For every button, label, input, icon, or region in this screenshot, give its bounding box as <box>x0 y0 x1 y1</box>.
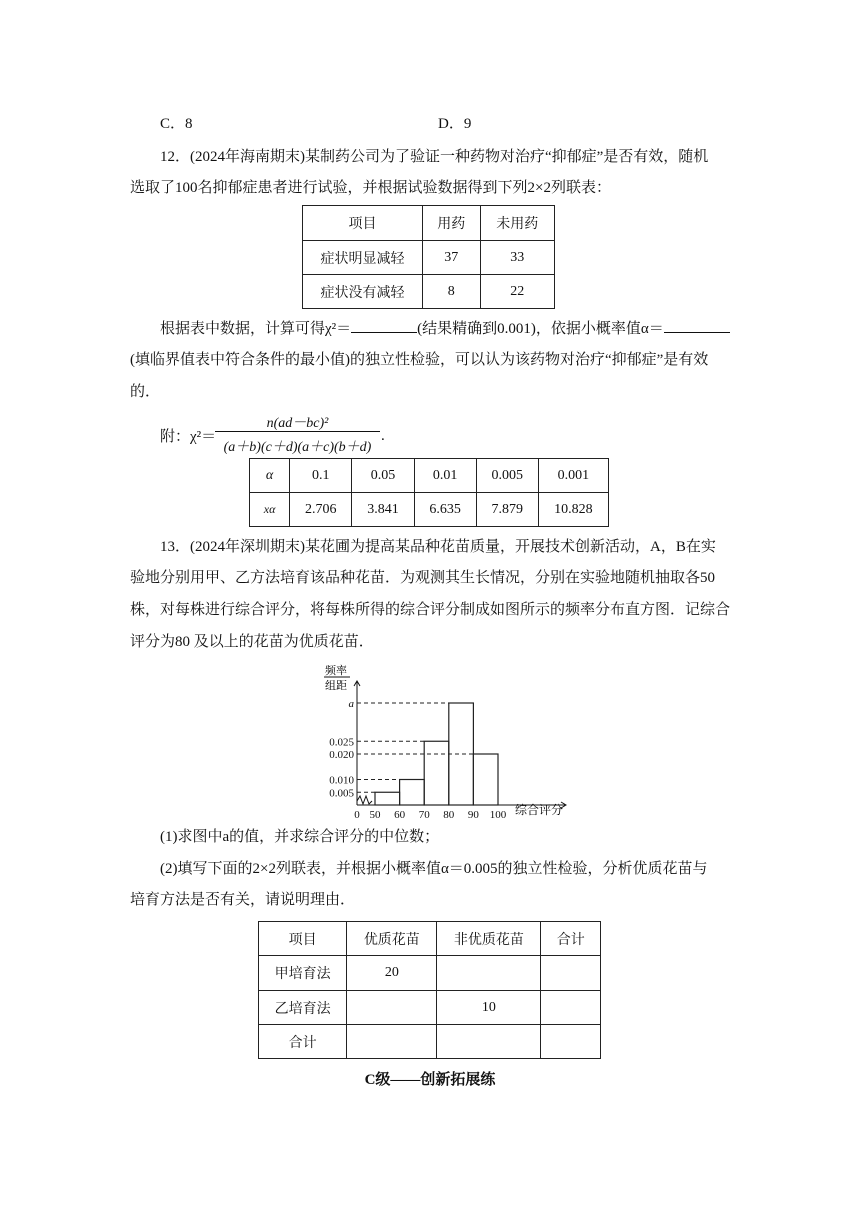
fraction-bar <box>215 431 380 432</box>
table-header: 非优质花苗 <box>437 922 541 956</box>
formula-prefix: 附：χ²＝ <box>160 429 217 445</box>
table-header: 未用药 <box>480 206 554 241</box>
q12-line5: 的． <box>130 384 161 400</box>
axis-break-icon <box>357 796 372 804</box>
q13-sub2-line1: (2)填写下面的2×2列联表，并根据小概率值α＝0.005的独立性检验，分析优质花苗与 <box>160 861 708 877</box>
q13-line1: 13．(2024年深圳期末)某花圃为提高某品种花苗质量，开展技术创新活动，A，B在实 <box>160 539 716 555</box>
y-tick-label: 0.025 <box>329 736 354 749</box>
x-tick-label: 90 <box>467 809 479 820</box>
x-tick-label: 70 <box>418 809 430 820</box>
histogram-bar <box>473 754 498 805</box>
option-c: C．8 <box>160 116 193 132</box>
table-cell: 33 <box>480 241 554 275</box>
x-tick-label: 100 <box>489 809 507 820</box>
section-footer: C级——创新拓展练 <box>364 1072 496 1088</box>
table-cell <box>541 991 601 1025</box>
y-tick-label: 0.020 <box>329 749 354 761</box>
table-header: 项目 <box>259 922 347 956</box>
option-d: D．9 <box>438 116 472 132</box>
q13-line3: 株，对每株进行综合评分，将每株所得的综合评分制成如图所示的频率分布直方图．记综合 <box>130 602 731 618</box>
ylabel-bottom: 组距 <box>325 680 347 692</box>
q12-line2: 选取了100名抑郁症患者进行试验，并根据试验数据得到下列2×2列联表： <box>130 180 611 196</box>
crit-cell: 6.635 <box>414 493 476 527</box>
crit-cell: 0.01 <box>414 459 476 493</box>
answer-blank <box>351 318 417 333</box>
formula-numerator <box>215 412 380 432</box>
table-cell <box>541 1025 601 1059</box>
table-header: 合计 <box>541 922 601 956</box>
x-tick-label: 0 <box>354 809 360 820</box>
q13-sub2-line2: 培育方法是否有关，请说明理由． <box>130 892 356 908</box>
formula-numerator-text: n(ad－bc)² <box>266 416 329 431</box>
histogram-bar <box>375 792 400 805</box>
histogram-bar <box>424 741 449 805</box>
q12-line3 <box>160 318 730 339</box>
formula-end: . <box>381 428 385 444</box>
x-tick-label: 60 <box>394 809 406 820</box>
table-header: 优质花苗 <box>347 922 437 956</box>
crit-cell: 7.879 <box>476 493 538 527</box>
q12-line1: 12．(2024年海南期末)某制药公司为了验证一种药物对治疗“抑郁症”是否有效，随机 <box>160 149 709 165</box>
formula-denominator-text: (a＋b)(c＋d)(a＋c)(b＋d) <box>223 440 372 455</box>
crit-cell: 3.841 <box>352 493 414 527</box>
critical-value-table <box>249 458 609 527</box>
q12-line3-part-a: 根据表中数据，计算可得χ²＝ <box>160 321 352 337</box>
crit-cell: 2.706 <box>290 493 352 527</box>
crit-cell: α <box>250 459 290 493</box>
y-tick-label: 0.005 <box>329 787 354 800</box>
q13-line4: 评分为80 及以上的花苗为优质花苗． <box>130 634 374 650</box>
histogram-bar <box>400 780 425 806</box>
table-cell: 37 <box>422 241 480 275</box>
crit-cell: 0.1 <box>290 459 352 493</box>
table-cell <box>437 956 541 991</box>
y-tick-label: 0.010 <box>329 774 354 787</box>
table-cell: 22 <box>480 275 554 309</box>
table-header: 用药 <box>422 206 480 241</box>
q13-sub1: (1)求图中a的值，并求综合评分的中位数； <box>160 829 440 845</box>
table-cell: 10 <box>437 991 541 1025</box>
table-cell <box>541 956 601 991</box>
crit-cell: 10.828 <box>538 493 608 527</box>
q13-contingency-table <box>258 921 601 1059</box>
table-cell <box>347 1025 437 1059</box>
table-cell: 症状没有减轻 <box>303 275 423 309</box>
formula-denominator <box>215 436 380 456</box>
table-cell: 症状明显减轻 <box>303 241 423 275</box>
q12-line3-part-b: (结果精确到0.001)，依据小概率值α＝ <box>417 321 664 337</box>
q12-line4: (填临界值表中符合条件的最小值)的独立性检验，可以认为该药物对治疗“抑郁症”是有效 <box>130 352 709 368</box>
table-cell: 甲培育法 <box>259 956 347 991</box>
answer-blank <box>664 318 730 333</box>
table-cell: 合计 <box>259 1025 347 1059</box>
table-cell: 8 <box>422 275 480 309</box>
table-header: 项目 <box>303 206 423 241</box>
xlabel: 综合评分 <box>515 803 564 817</box>
table-cell: 20 <box>347 956 437 991</box>
table-cell <box>347 991 437 1025</box>
frequency-histogram <box>315 660 575 820</box>
crit-cell: 0.001 <box>538 459 608 493</box>
ylabel-top: 频率 <box>325 665 347 677</box>
table-cell: 乙培育法 <box>259 991 347 1025</box>
crit-cell: xα <box>250 493 290 527</box>
crit-cell: 0.005 <box>476 459 538 493</box>
q12-contingency-table <box>302 205 555 309</box>
y-tick-label: a <box>348 698 354 710</box>
x-tick-label: 80 <box>443 809 455 820</box>
table-cell <box>437 1025 541 1059</box>
x-tick-label: 50 <box>369 809 381 820</box>
q13-line2: 验地分别用甲、乙方法培育该品种花苗．为观测其生长情况，分别在实验地随机抽取各50 <box>130 570 716 586</box>
crit-cell: 0.05 <box>352 459 414 493</box>
